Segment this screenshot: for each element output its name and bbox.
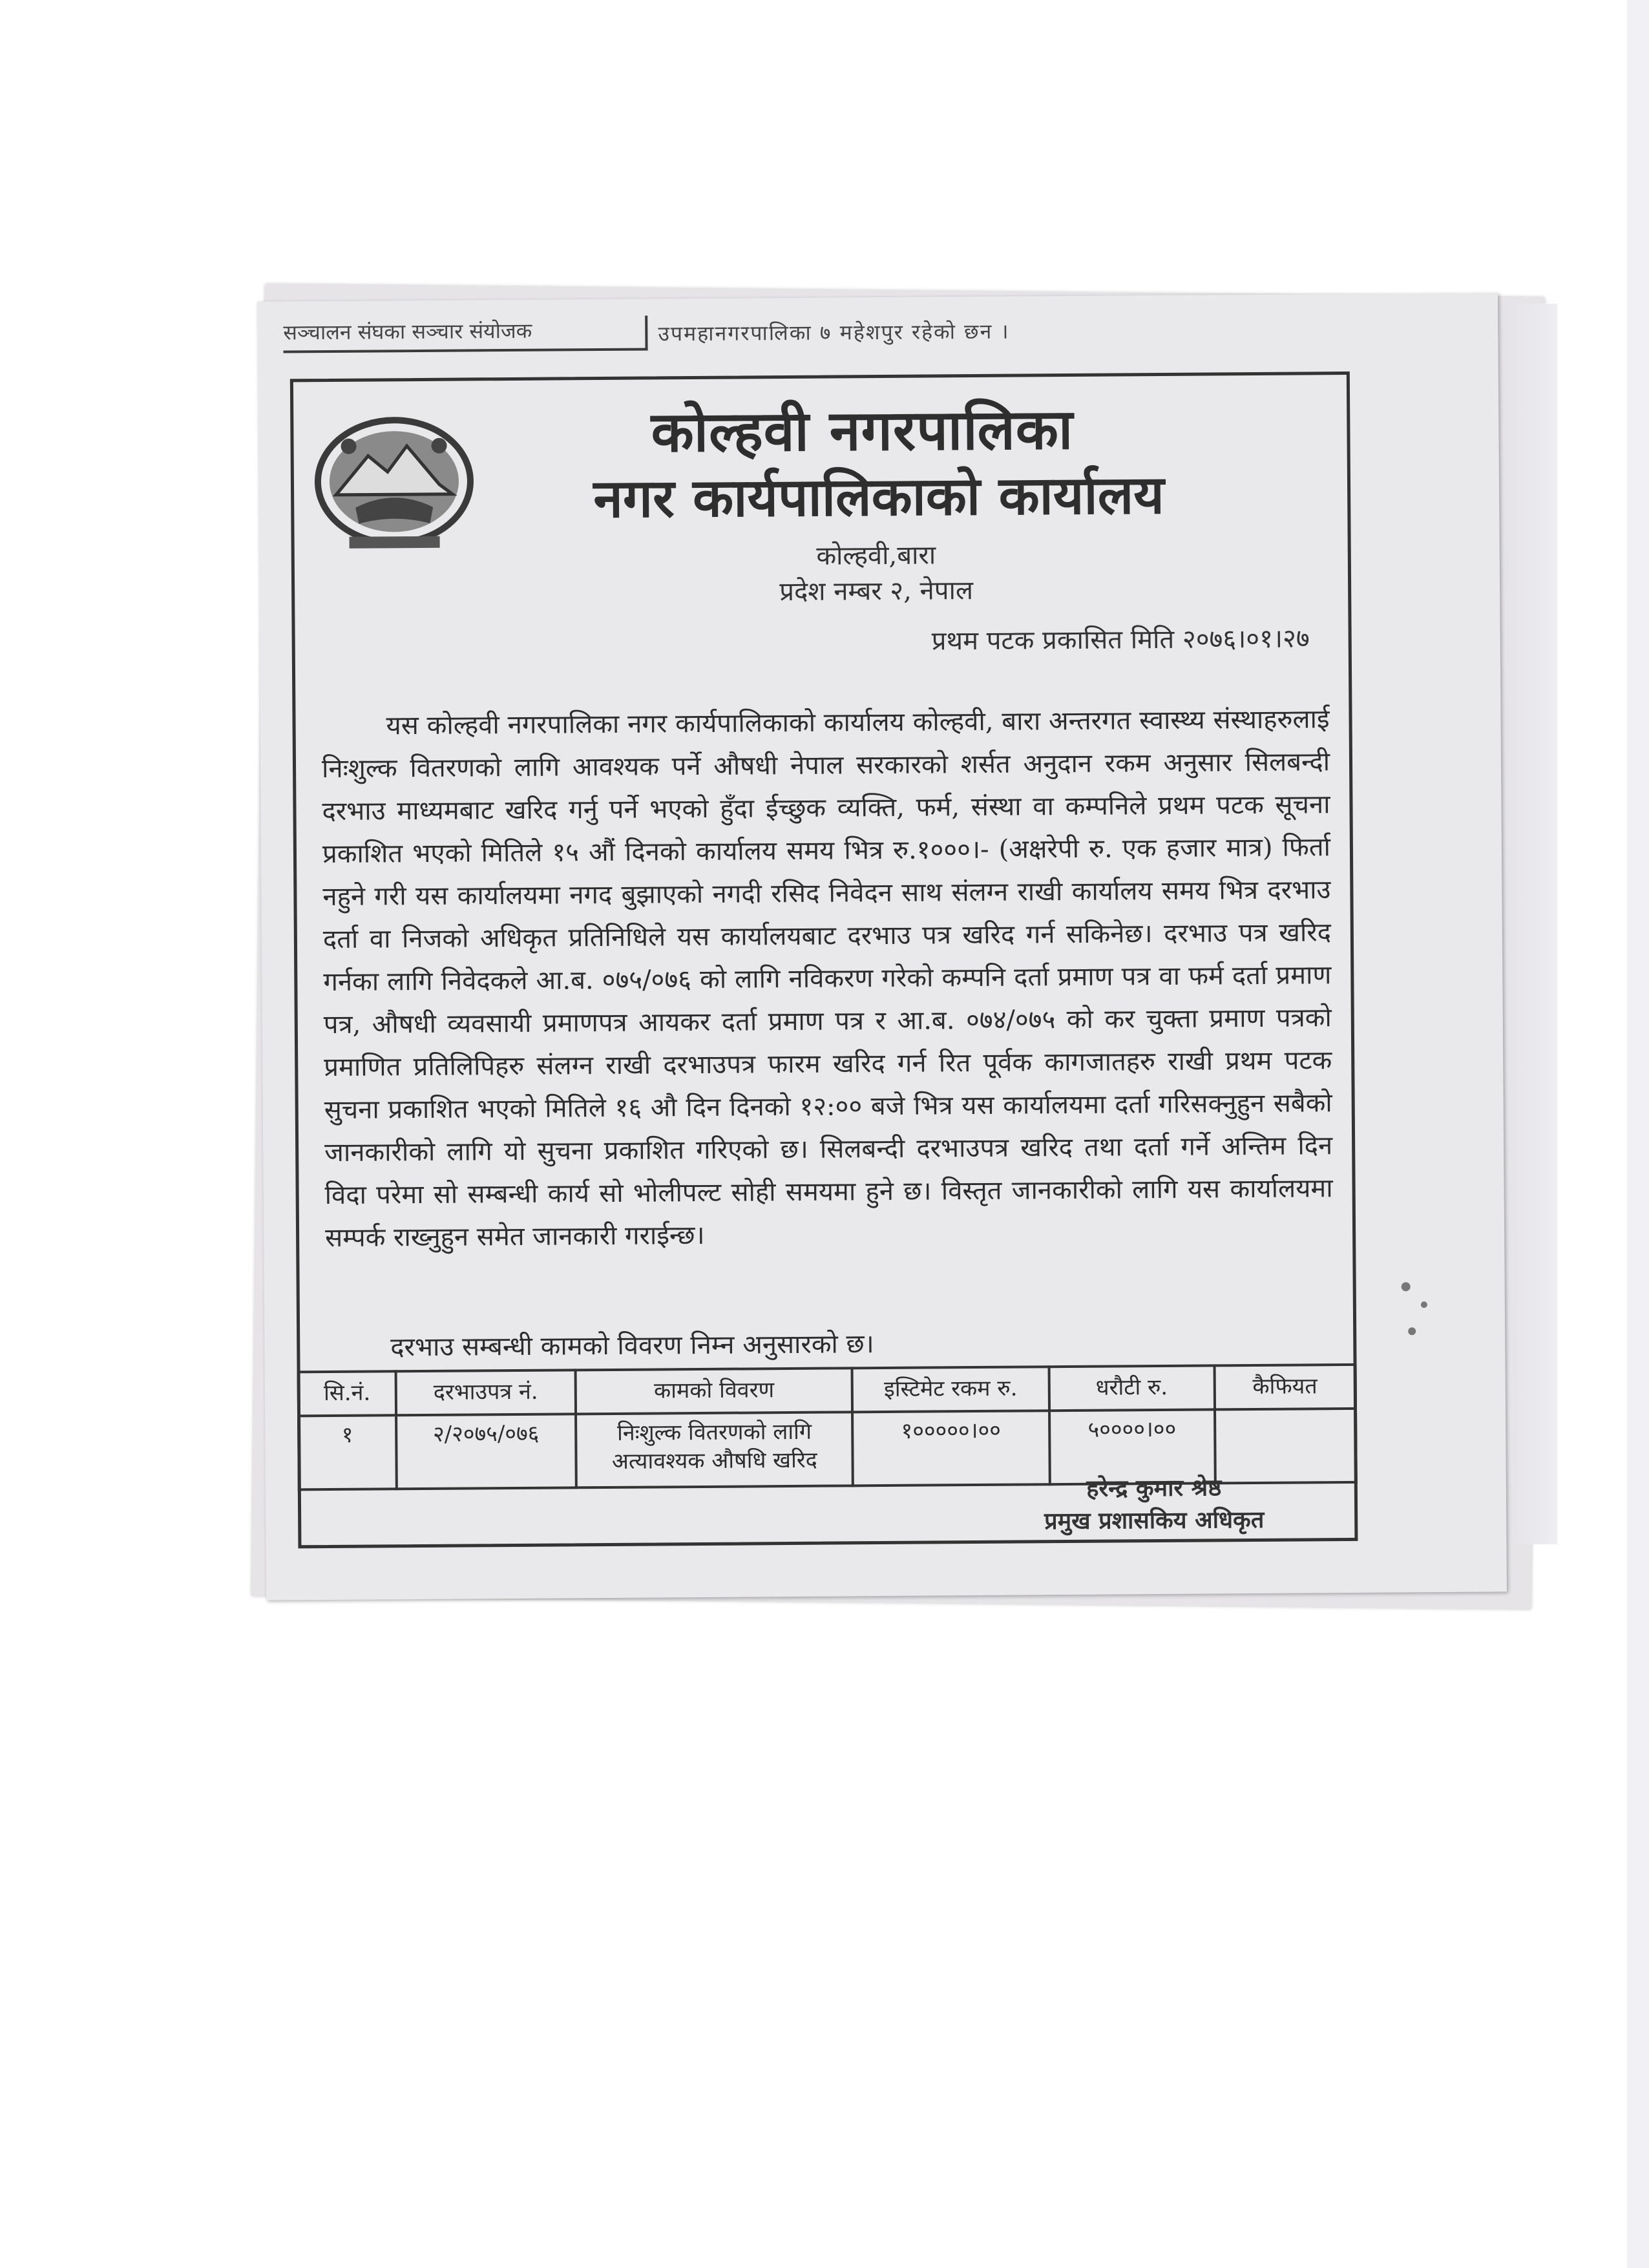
- cell-sn: १: [299, 1415, 396, 1489]
- cell-deposit: ५००००।००: [1049, 1409, 1215, 1484]
- description-line-2: अत्यावश्यक औषधि खरिद: [611, 1447, 817, 1475]
- nepal-emblem-icon: [310, 410, 479, 553]
- previous-article-strip: [270, 307, 1369, 353]
- notice-box: [290, 372, 1358, 1548]
- header-description: कामको विवरण: [576, 1368, 853, 1414]
- ink-speck: [1402, 1282, 1411, 1291]
- description-line-1: निःशुल्क वितरणको लागि: [616, 1418, 812, 1446]
- municipality-title: कोल्हवी नगरपालिका: [651, 397, 1074, 465]
- header-estimate: इस्टिमेट रकम रु.: [852, 1367, 1049, 1412]
- office-title: नगर कार्यपालिकाको कार्यालय: [593, 464, 1165, 530]
- header-deposit: धरौटी रु.: [1049, 1365, 1215, 1411]
- ink-speck: [1421, 1301, 1427, 1308]
- signer-name: हरेन्द्र कुमार श्रेष्ठ: [1086, 1475, 1222, 1502]
- address-line-1: कोल्हवी,बारा: [816, 540, 936, 571]
- table-header-row: [299, 1365, 1356, 1416]
- cell-tender-no: २/२०७५/०७६: [396, 1414, 576, 1489]
- cell-description: [576, 1412, 853, 1487]
- address-line-2: प्रदेश नम्बर २, नेपाल: [779, 576, 974, 607]
- notice-paragraph: यस कोल्हवी नगरपालिका नगर कार्यपालिकाको कार्यालय कोल्हवी, बारा अन्तरगत स्वास्थ्य संस्थाहरुलाई निःशुल्क वितरणको लागि आवश्यक पर्ने औषधी नेपाल सरकारको शर्सत अनुदान रकम अनुसार सिलबन्दी दरभाउ माध्यमबाट खरिद गर्नु पर्ने भएको हुँदा ईच्छुक व्यक्ति, फर्म, संस्था वा कम्पनिले प्रथम पटक सूचना प्रकाशित भएको मितिले १५ औं दिनको कार्यालय समय भित्र रु.१०००।- (अक्षरेपी रु. एक हजार मात्र) फिर्ता नहुने गरी यस कार्यालयमा नगद बुझाएको नगदी रसिद निवेदन साथ संलग्न राखी कार्यालय समय भित्र दरभाउ दर्ता वा निजको अधिकृत प्रतिनिधिले यस कार्यालयबाट दरभाउ पत्र खरिद गर्न सकिनेछ। दरभाउ पत्र खरिद गर्नका लागि निवेदकले आ.ब. ०७५/०७६ को लागि नविकरण गरेको कम्पनि दर्ता प्रमाण पत्र वा फर्म दर्ता प्रमाण पत्र, औषधी व्यवसायी प्रमाणपत्र आयकर दर्ता प्रमाण पत्र र आ.ब. ०७४/०७५ को कर चुक्ता प्रमाण पत्रको प्रमाणित प्रतिलिपिहरु संलग्न राखी दरभाउपत्र फारम खरिद गर्न रित पूर्वक कागजातहरु राखी प्रथम पटक सुचना प्रकाशित भएको मितिले १६ औ दिन दिनको १२:०० बजे भित्र यस कार्यालयमा दर्ता गरिसक्नुहुन सबैको जानकारीको लागि यो सुचना प्रकाशित गरिएको छ। सिलबन्दी दरभाउपत्र खरिद तथा दर्ता गर्ने अन्तिम दिन विदा परेमा सो सम्बन्धी कार्य सो भोलीपल्ट सोही समयमा हुने छ। विस्तृत जानकारीको लागि यस कार्यालयमा सम्पर्क राख्नुहुन समेत जानकारी गराईन्छ।: [321, 704, 1333, 1254]
- notice-paragraph-2: दरभाउ सम्बन्धी कामको विवरण निम्न अनुसारको छ।: [390, 1329, 874, 1363]
- ink-speck: [1408, 1327, 1416, 1335]
- strip-left-text: सञ्चालन संघका सञ्चार संयोजक: [283, 316, 647, 353]
- cell-estimate: १०००००।००: [852, 1411, 1049, 1486]
- signer-designation: प्रमुख प्रशासकिय अधिकृत: [1044, 1506, 1265, 1535]
- newspaper-clipping: [257, 293, 1507, 1600]
- publish-date: प्रथम पटक प्रकासित मिति २०७६।०१।२७: [931, 624, 1310, 656]
- strip-right-text: उपमहानगरपालिका ७ महेशपुर रहेको छन ।: [658, 319, 1010, 346]
- header-tender-no: दरभाउपत्र नं.: [395, 1370, 576, 1415]
- header-sn: सि.नं.: [299, 1371, 396, 1416]
- scanner-edge: [1627, 0, 1649, 2268]
- header-remarks: कैफियत: [1214, 1365, 1356, 1410]
